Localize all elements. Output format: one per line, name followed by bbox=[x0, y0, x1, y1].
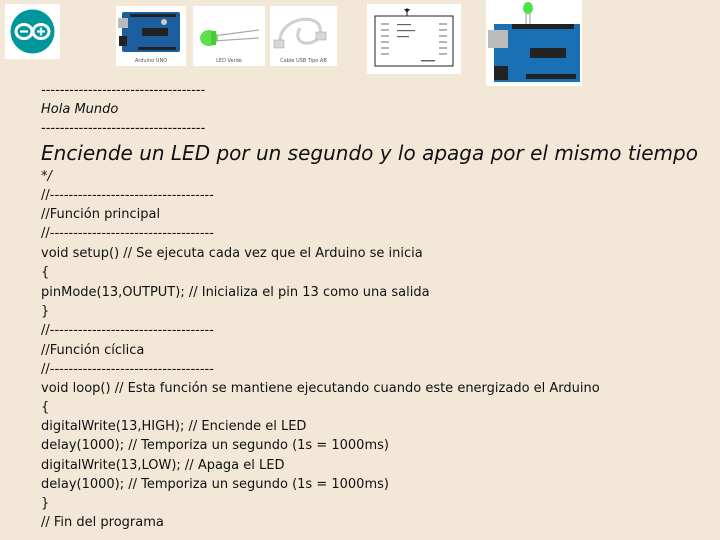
code-line: delay(1000); // Temporiza un segundo (1s = 1000ms) bbox=[41, 477, 389, 492]
usb-cable-image bbox=[270, 6, 337, 66]
code-line: } bbox=[41, 496, 50, 511]
code-line: digitalWrite(13,HIGH); // Enciende el LED bbox=[41, 419, 307, 434]
code-line: //----------------------------------- bbox=[41, 362, 214, 377]
schematic-image bbox=[367, 4, 461, 74]
code-line: digitalWrite(13,LOW); // Apaga el LED bbox=[41, 458, 285, 473]
uno-caption: Arduino UNO bbox=[134, 58, 168, 64]
code-line: void setup() // Se ejecuta cada vez que el Arduino se inicia bbox=[41, 246, 423, 261]
code-line: } bbox=[41, 304, 50, 319]
led-image bbox=[193, 6, 265, 66]
code-line: //----------------------------------- bbox=[41, 226, 214, 241]
program-description-heading: Enciende un LED por un segundo y lo apaga por el mismo tiempo bbox=[41, 141, 698, 165]
arduino-uno-image bbox=[116, 6, 186, 66]
code-line: delay(1000); // Temporiza un segundo (1s = 1000ms) bbox=[41, 438, 389, 453]
comment-dashes-top: ----------------------------------- bbox=[41, 83, 206, 98]
code-line: { bbox=[41, 265, 50, 280]
code-line: //Función cíclica bbox=[41, 343, 145, 358]
code-line: //----------------------------------- bbox=[41, 188, 214, 203]
comment-close: */ bbox=[41, 169, 52, 184]
code-line: pinMode(13,OUTPUT); // Inicializa el pin 13 como una salida bbox=[41, 285, 430, 300]
code-line: //Función principal bbox=[41, 207, 161, 222]
cable-caption: Cable USB Tipo AB bbox=[280, 58, 327, 64]
led-caption: LED Verde bbox=[216, 58, 242, 64]
comment-title: Hola Mundo bbox=[41, 102, 119, 117]
arduino-logo bbox=[5, 4, 60, 59]
code-line: // Fin del programa bbox=[41, 515, 164, 530]
arduino-led-photo bbox=[486, 0, 582, 86]
code-line: //----------------------------------- bbox=[41, 323, 214, 338]
code-line: void loop() // Esta función se mantiene ejecutando cuando este energizado el Arduino bbox=[41, 381, 600, 396]
code-line: { bbox=[41, 400, 50, 415]
comment-dashes-bottom: ----------------------------------- bbox=[41, 121, 206, 136]
